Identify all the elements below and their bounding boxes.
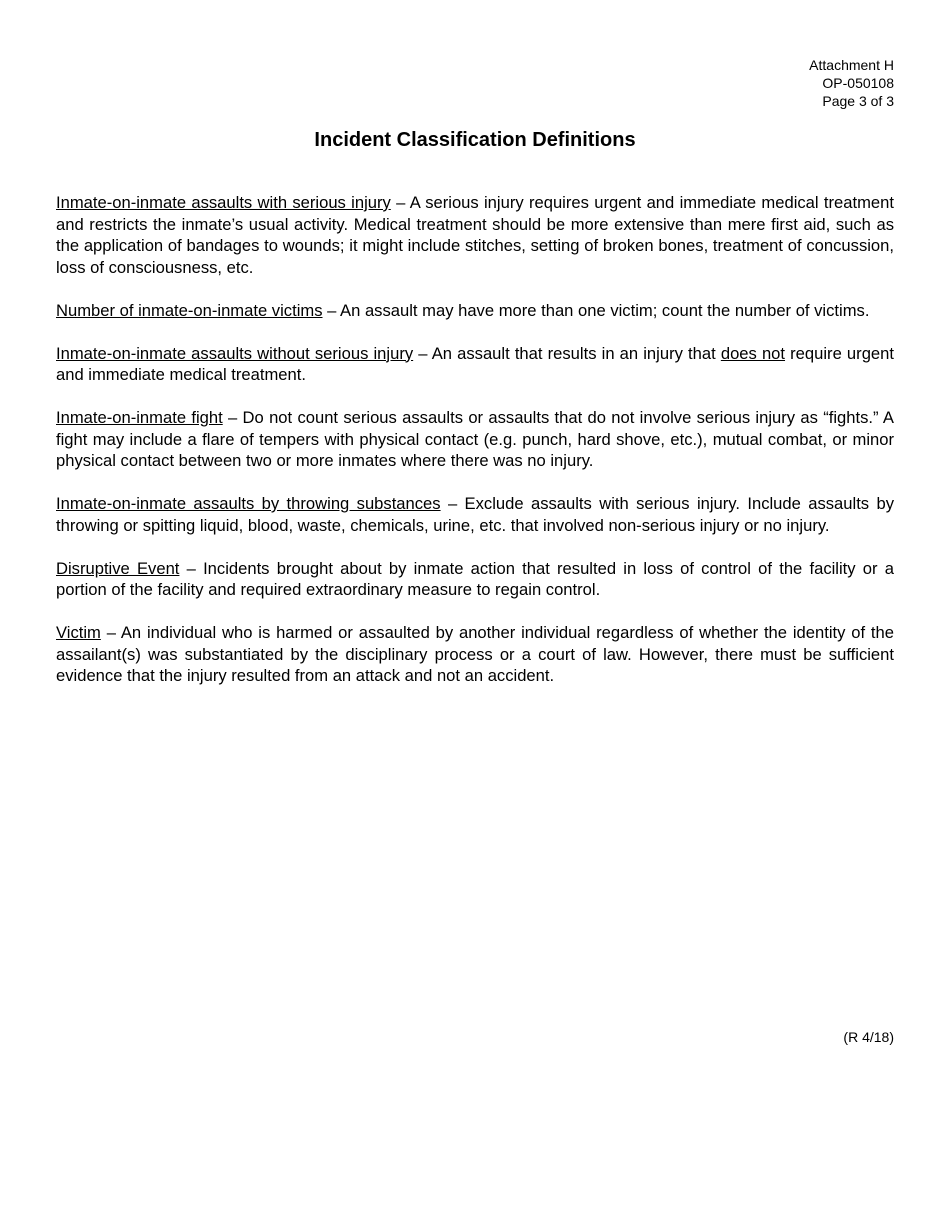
definition-text: – A serious injury requires urgent and immediate medical treatment and restricts the inmate’s usual activity. Medical treatment should be more extensive than mere first aid, such as the application of bandages to wounds; it might include stitches, setting of broken bones, treatment of concussion, loss of consciousness, etc.: [56, 193, 895, 277]
definition-text: – Exclude assaults with serious injury. Include assaults by throwing or spitting liquid, blood, waste, chemicals, urine, etc. that involved non-serious injury or no injury.: [56, 494, 894, 535]
definition-fight: [56, 407, 894, 472]
definition-term: Inmate-on-inmate assaults with serious injury: [56, 193, 391, 212]
attachment-label: Attachment H: [809, 57, 894, 73]
definition-victim: [56, 622, 894, 687]
definition-term: Number of inmate-on-inmate victims: [56, 300, 323, 320]
definition-term: Inmate-on-inmate fight: [56, 408, 223, 427]
policy-number: OP-050108: [822, 75, 894, 91]
definition-serious-injury: [56, 192, 894, 278]
definition-text: – An assault that results in an injury that: [413, 343, 721, 363]
definition-disruptive-event: [56, 558, 894, 601]
definition-text: require urgent and immediate medical treatment.: [56, 343, 894, 384]
definition-emphasis: does not: [720, 343, 786, 363]
definition-text: – Incidents brought about by inmate action that resulted in loss of control of the facility or a portion of the facility and required extraordinary measure to regain control.: [56, 558, 894, 599]
definition-text: – An individual who is harmed or assaulted by another individual regardless of whether the identity of the assailant(s) was substantiated by the disciplinary process or a court of law. However, there must be sufficient evidence that the injury resulted from an attack and not an accident.: [56, 623, 894, 685]
definition-term: Victim: [56, 623, 101, 642]
definition-without-serious-injury: [56, 343, 894, 386]
document-header: [809, 56, 894, 110]
page-title: Incident Classification Definitions: [314, 129, 636, 151]
definition-throwing-substances: [56, 493, 894, 536]
definitions-list: [56, 192, 894, 708]
definition-term: Inmate-on-inmate assaults without serious injury: [56, 343, 414, 363]
definition-text: – An assault may have more than one victim; count the number of victims.: [322, 300, 870, 320]
revision-code: (R 4/18): [843, 1029, 894, 1045]
page-number: Page 3 of 3: [822, 93, 894, 109]
definition-term: Inmate-on-inmate assaults by throwing substances: [56, 494, 441, 513]
definition-text: – Do not count serious assaults or assaults that do not involve serious injury as “fights.” A fight may include a flare of tempers with physical contact (e.g. punch, hard shove, etc.), mutual combat, or minor physical contact between two or more inmates where there was no injury.: [56, 408, 894, 470]
definition-victim-count: [56, 300, 894, 322]
definition-term: Disruptive Event: [56, 558, 180, 578]
